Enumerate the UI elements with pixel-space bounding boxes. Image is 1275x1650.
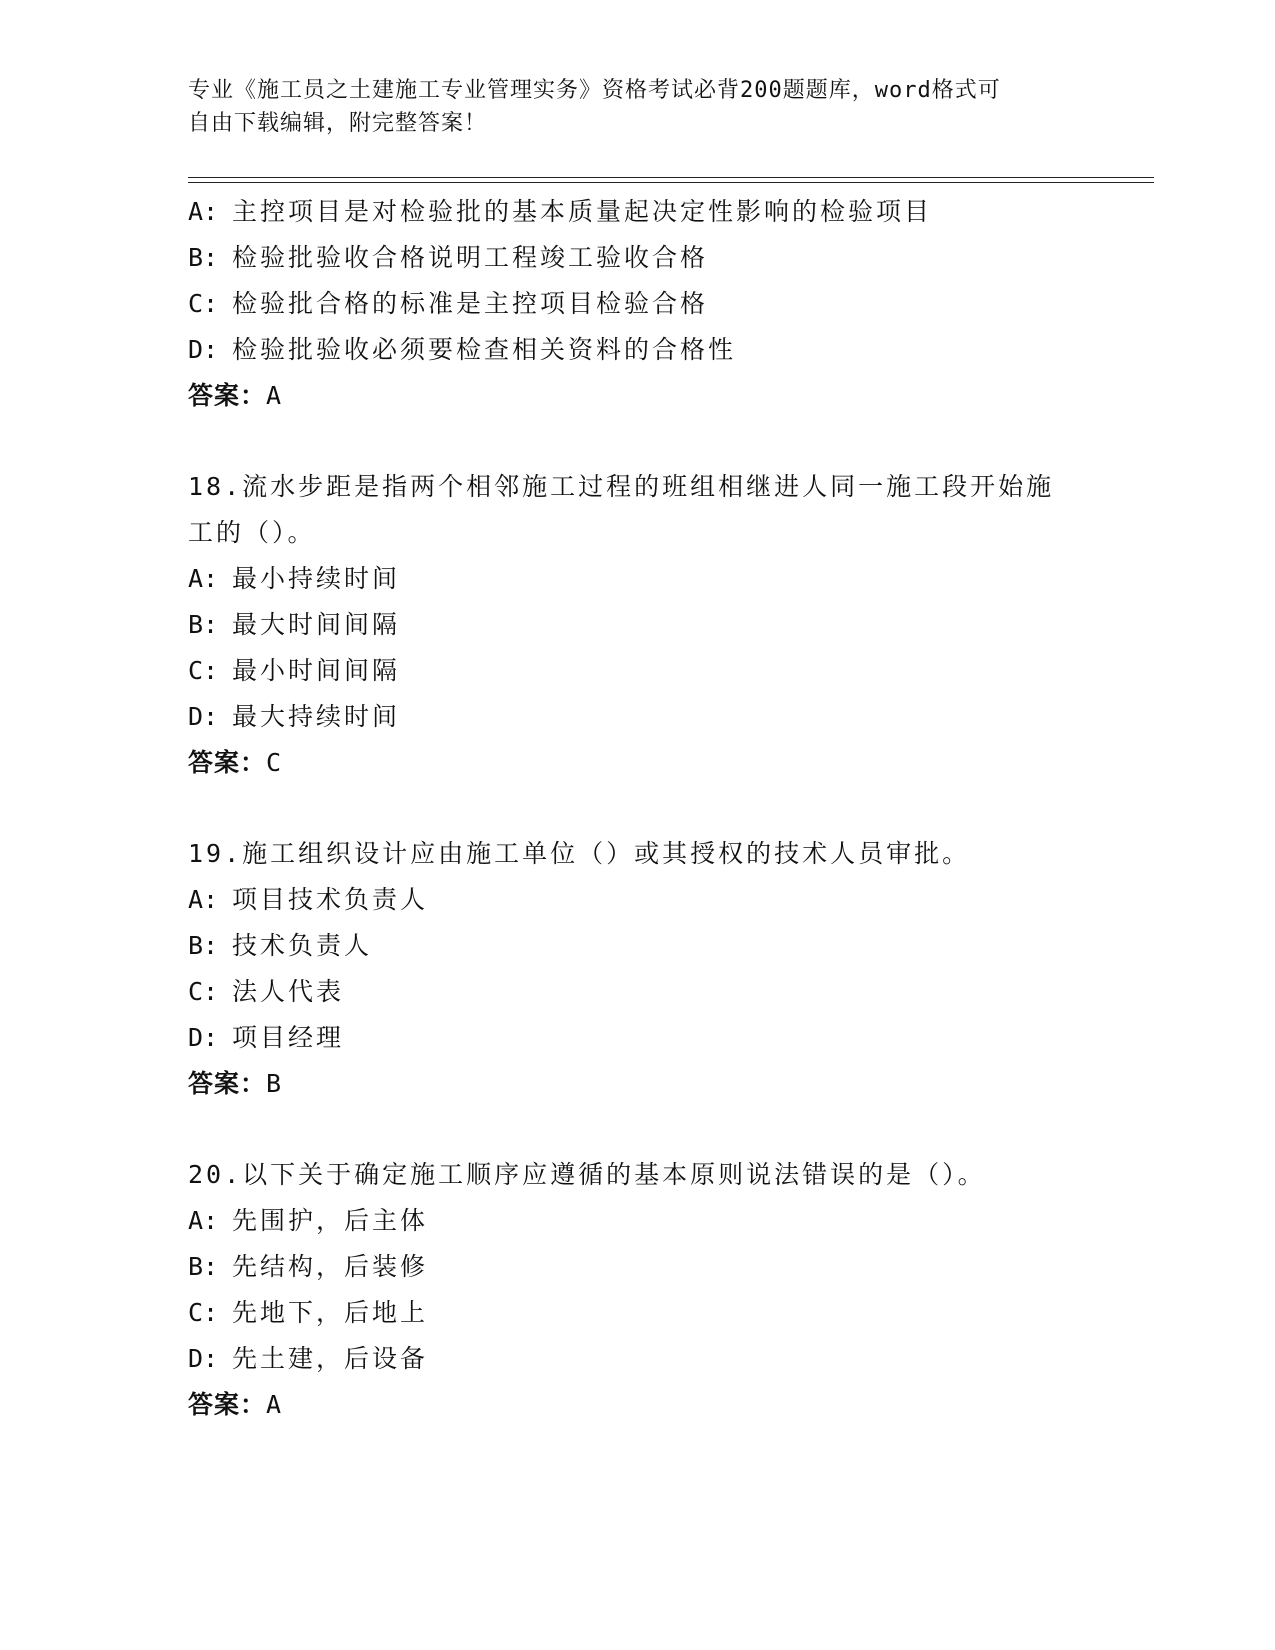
question-stem-continued: 工的（）。 xyxy=(188,518,316,547)
answer-value: A xyxy=(266,1390,282,1419)
option-a xyxy=(188,189,1088,235)
option-a xyxy=(188,1198,1088,1244)
document-header xyxy=(188,74,1078,140)
option-text: 先结构，后装修 xyxy=(232,1252,429,1281)
option-key: C: xyxy=(188,1298,219,1327)
option-key: D: xyxy=(188,1344,219,1373)
answer-label: 答案： xyxy=(188,1390,267,1419)
question-stem: 18.流水步距是指两个相邻施工过程的班组相继进人同一施工段开始施 xyxy=(188,472,1055,501)
option-a xyxy=(188,877,1088,923)
option-text: 先围护，后主体 xyxy=(232,1206,429,1235)
header-line-2: 自由下载编辑，附完整答案！ xyxy=(188,111,488,136)
option-key: C: xyxy=(188,656,219,685)
answer-line xyxy=(188,740,1088,786)
question-spacer xyxy=(188,1107,1088,1152)
option-text: 先地下，后地上 xyxy=(232,1298,429,1327)
answer-line xyxy=(188,1382,1088,1428)
option-text: 主控项目是对检验批的基本质量起决定性影响的检验项目 xyxy=(232,197,933,226)
option-c xyxy=(188,1290,1088,1336)
option-text: 最小持续时间 xyxy=(232,564,401,593)
answer-value: A xyxy=(266,381,282,410)
answer-value: B xyxy=(266,1069,282,1098)
option-text: 项目经理 xyxy=(232,1023,345,1052)
option-text: 项目技术负责人 xyxy=(232,885,429,914)
option-d xyxy=(188,694,1088,740)
option-text: 最大持续时间 xyxy=(232,702,401,731)
option-a xyxy=(188,556,1088,602)
option-text: 最大时间间隔 xyxy=(232,610,401,639)
option-text: 检验批合格的标准是主控项目检验合格 xyxy=(232,289,709,318)
question-list xyxy=(188,189,1088,1428)
header-divider-bottom xyxy=(188,182,1154,183)
option-text: 检验批验收必须要检查相关资料的合格性 xyxy=(232,335,737,364)
option-key: C: xyxy=(188,289,219,318)
option-c xyxy=(188,648,1088,694)
option-key: B: xyxy=(188,610,219,639)
option-key: A: xyxy=(188,197,219,226)
question-19 xyxy=(188,831,1088,1107)
question-20 xyxy=(188,1152,1088,1428)
option-text: 技术负责人 xyxy=(232,931,373,960)
option-text: 检验批验收合格说明工程竣工验收合格 xyxy=(232,243,709,272)
option-b xyxy=(188,602,1088,648)
option-key: A: xyxy=(188,564,219,593)
question-stem: 20.以下关于确定施工顺序应遵循的基本原则说法错误的是（）。 xyxy=(188,1160,986,1189)
option-key: B: xyxy=(188,243,219,272)
option-key: A: xyxy=(188,1206,219,1235)
option-key: C: xyxy=(188,977,219,1006)
option-b xyxy=(188,235,1088,281)
question-spacer xyxy=(188,419,1088,464)
option-c xyxy=(188,281,1088,327)
answer-line xyxy=(188,373,1088,419)
answer-label: 答案： xyxy=(188,1069,267,1098)
answer-value: C xyxy=(266,748,282,777)
option-d xyxy=(188,327,1088,373)
option-key: D: xyxy=(188,335,219,364)
question-17 xyxy=(188,189,1088,419)
answer-label: 答案： xyxy=(188,381,267,410)
header-divider-top xyxy=(188,177,1154,178)
question-18 xyxy=(188,464,1088,786)
question-spacer xyxy=(188,786,1088,831)
option-b xyxy=(188,1244,1088,1290)
option-c xyxy=(188,969,1088,1015)
option-text: 法人代表 xyxy=(232,977,345,1006)
option-key: B: xyxy=(188,931,219,960)
answer-line xyxy=(188,1061,1088,1107)
option-key: D: xyxy=(188,702,219,731)
question-stem: 19.施工组织设计应由施工单位（）或其授权的技术人员审批。 xyxy=(188,839,971,868)
option-b xyxy=(188,923,1088,969)
header-line-1: 专业《施工员之土建施工专业管理实务》资格考试必背200题题库，word格式可 xyxy=(188,78,1001,103)
option-d xyxy=(188,1015,1088,1061)
option-key: A: xyxy=(188,885,219,914)
option-key: B: xyxy=(188,1252,219,1281)
option-d xyxy=(188,1336,1088,1382)
answer-label: 答案： xyxy=(188,748,267,777)
option-text: 先土建，后设备 xyxy=(232,1344,429,1373)
option-key: D: xyxy=(188,1023,219,1052)
option-text: 最小时间间隔 xyxy=(232,656,401,685)
